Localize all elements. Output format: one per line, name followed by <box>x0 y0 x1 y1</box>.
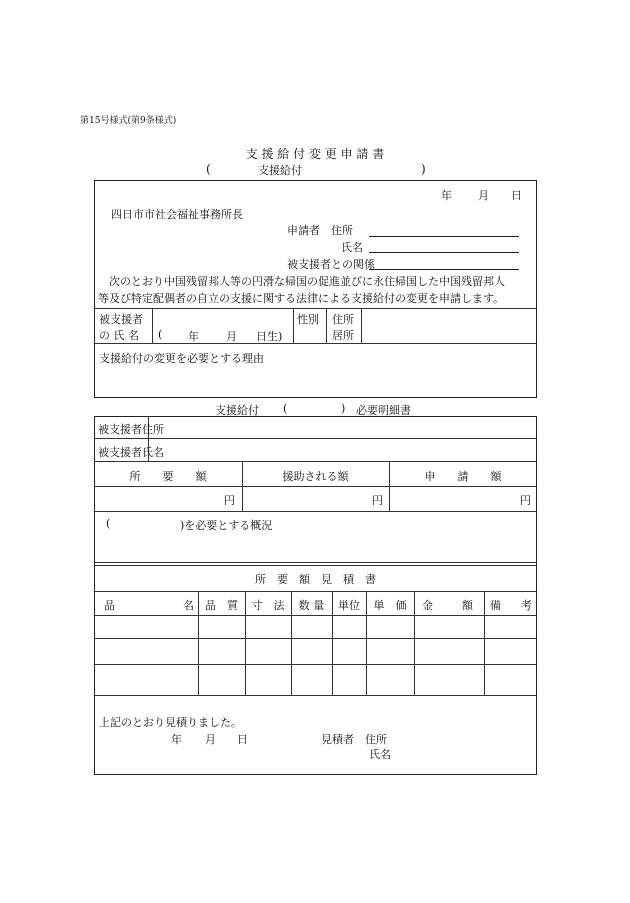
applicant-name-label: 氏名 <box>341 241 363 254</box>
detail-title-open: ( <box>283 402 288 415</box>
applicant-address-line[interactable] <box>369 236 519 237</box>
form-number: 第15号様式(第9条様式) <box>80 116 177 126</box>
col-quality: 品 質 <box>205 599 238 612</box>
body-line-2: 等及び特定配偶者の自立の支援に関する法律による支援給付の変更を申請します。 <box>98 292 505 305</box>
col-dimension: 寸 法 <box>251 599 285 612</box>
divider <box>94 511 537 512</box>
estimator-name-label: 氏名 <box>369 748 391 761</box>
divider <box>94 638 537 639</box>
col-aided: 援助される額 <box>282 470 349 483</box>
divider <box>152 308 153 343</box>
col-quantity: 数 量 <box>298 599 325 612</box>
estimate-title: 所 要 額 見 積 書 <box>255 573 376 586</box>
divider <box>94 308 537 309</box>
col-amount-kin: 金 <box>422 599 433 612</box>
divider <box>94 565 537 566</box>
yen-aided: 円 <box>372 494 383 507</box>
detail-title-suffix: 必要明細書 <box>356 404 411 417</box>
date-month: 月 <box>478 189 489 202</box>
divider <box>414 591 415 695</box>
detail-title-close: ) <box>341 402 346 415</box>
col-unit: 単位 <box>338 599 360 612</box>
divider <box>94 695 537 696</box>
supported-name-label-2: の 氏 名 <box>99 329 139 342</box>
residence-label: 住所 <box>332 313 354 326</box>
divider <box>94 591 537 592</box>
col-item: 品 <box>104 599 115 612</box>
body-line-1: 次のとおり中国残留邦人等の円滑な帰国の促進並びに永住帰国した中国残留邦人 <box>109 275 505 288</box>
applicant-name-line[interactable] <box>369 252 519 253</box>
col-remarks-bi: 備 <box>490 599 501 612</box>
subtitle-close: ) <box>421 162 426 176</box>
birth-day: 日生) <box>256 330 283 343</box>
reason-label: 支援給付の変更を必要とする理由 <box>99 352 264 365</box>
col-item-name: 名 <box>183 599 194 612</box>
situation-open: ( <box>106 517 111 530</box>
footer-day: 日 <box>237 733 248 746</box>
divider <box>94 615 537 616</box>
birth-open: ( <box>158 328 163 341</box>
col-amount-gaku: 額 <box>462 599 473 612</box>
divider <box>293 308 294 343</box>
col-unit-price: 単 価 <box>373 599 407 612</box>
divider <box>361 308 362 343</box>
form-title: 支 援 給 付 変 更 申 請 書 <box>245 147 385 161</box>
divider <box>94 562 537 563</box>
situation-text: )を必要とする概況 <box>180 519 273 532</box>
birth-month: 月 <box>226 330 237 343</box>
divider <box>94 438 537 439</box>
footer-month: 月 <box>205 733 216 746</box>
divider <box>94 664 537 665</box>
date-day: 日 <box>511 189 522 202</box>
col-remarks-ko: 考 <box>521 599 532 612</box>
recipient: 四日市市社会福祉事務所長 <box>111 208 243 221</box>
date-year: 年 <box>441 189 452 202</box>
applicant-address-label: 申請者 住所 <box>287 224 353 237</box>
col-required: 所 要 額 <box>129 470 207 483</box>
residence-label-2: 居所 <box>332 329 354 342</box>
supported-name-label: 被支援者 <box>99 313 143 326</box>
col-applied: 申 請 額 <box>424 470 502 483</box>
yen-applied: 円 <box>520 494 531 507</box>
subtitle-open: ( <box>206 162 211 176</box>
footer-text: 上記のとおり見積りました。 <box>99 716 242 729</box>
birth-year: 年 <box>188 330 199 343</box>
relation-label: 被支援者との関係 <box>287 258 375 271</box>
subtitle-label: 支援給付 <box>258 164 302 177</box>
address-label: 被支援者住所 <box>98 423 164 436</box>
detail-title-prefix: 支援給付 <box>215 404 259 417</box>
divider <box>326 308 327 343</box>
divider <box>94 486 537 487</box>
divider <box>484 591 485 695</box>
estimator-label: 見積者 住所 <box>321 733 387 746</box>
divider <box>94 343 537 344</box>
name-label: 被支援者氏名 <box>98 446 164 459</box>
sex-label: 性別 <box>297 313 319 326</box>
footer-year: 年 <box>171 733 182 746</box>
divider <box>94 461 537 462</box>
relation-line[interactable] <box>369 269 519 270</box>
yen-required: 円 <box>224 494 235 507</box>
